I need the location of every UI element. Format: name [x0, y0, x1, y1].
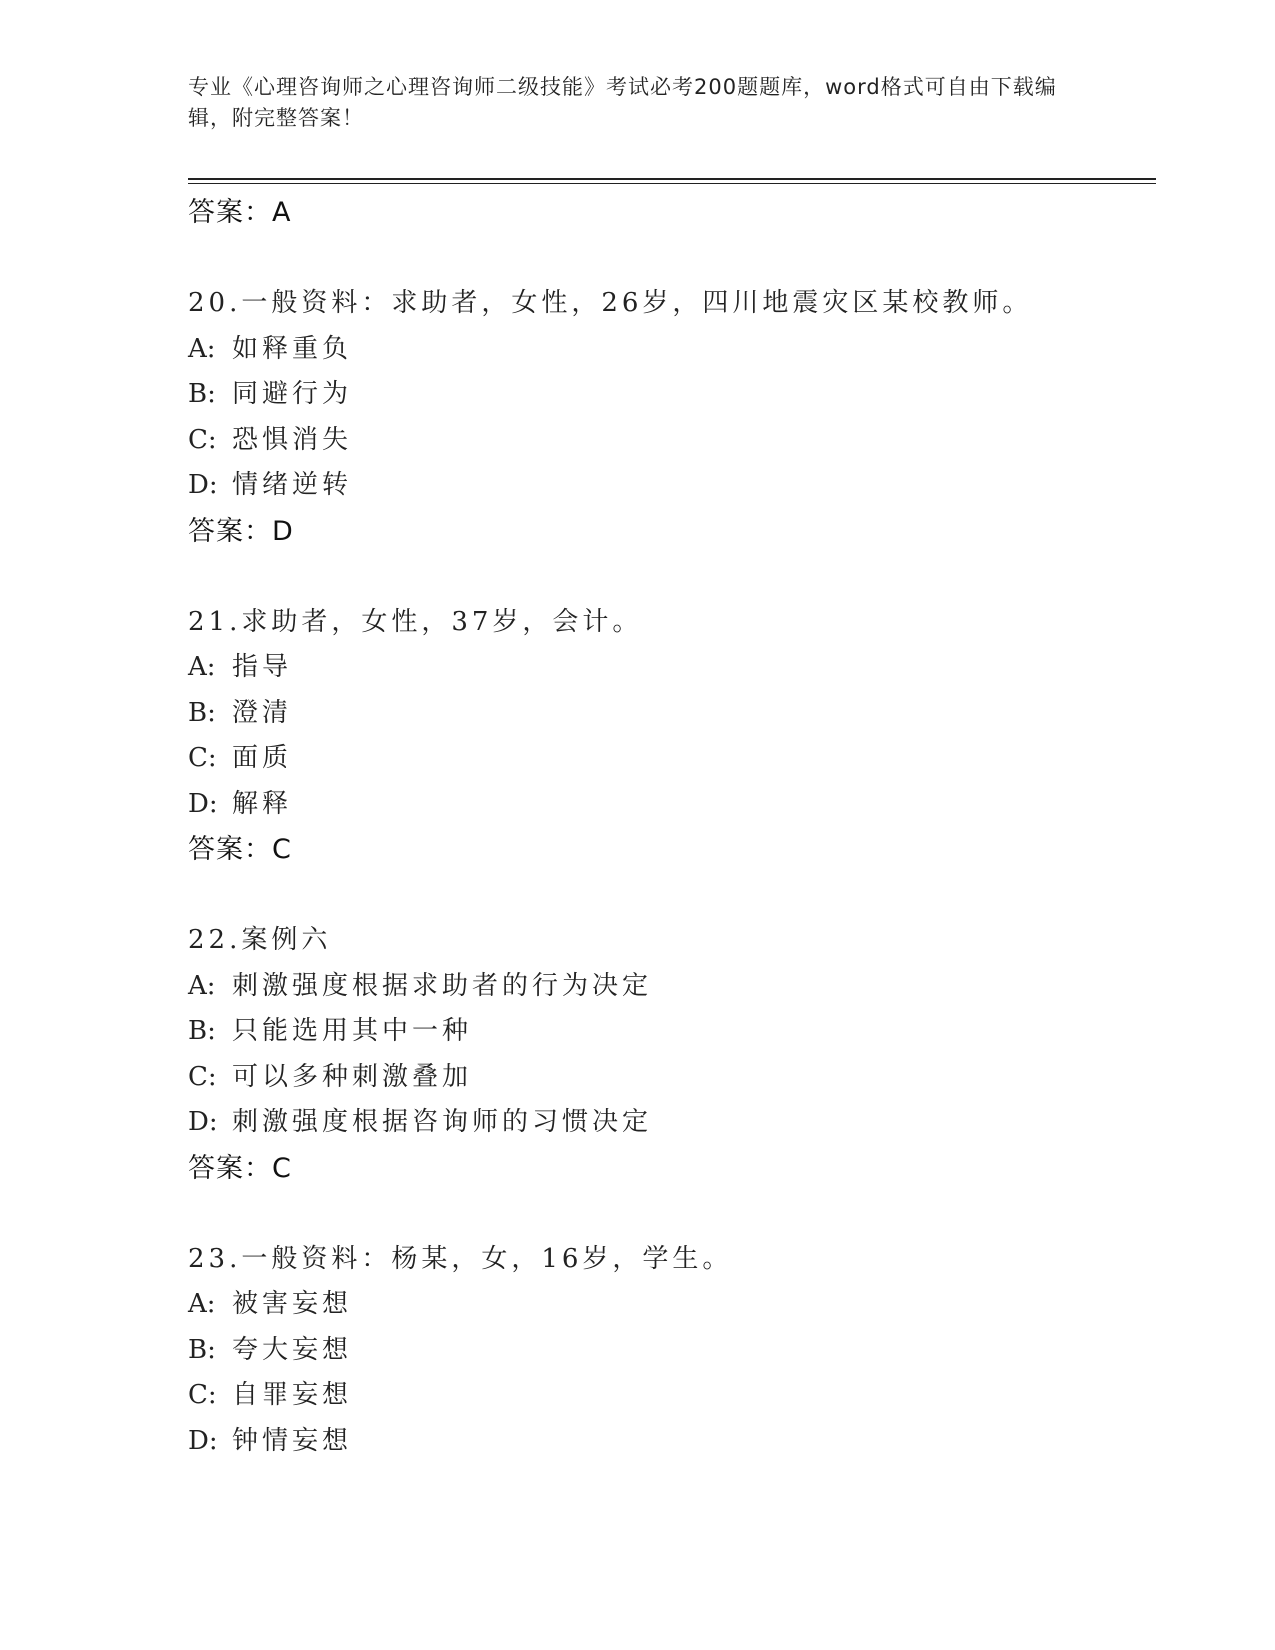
option-c: [188, 1055, 1156, 1101]
option-text: 可以多种刺激叠加: [232, 1061, 473, 1092]
option-text: 自罪妄想: [232, 1380, 353, 1410]
option-text: 钟情妄想: [232, 1425, 353, 1456]
question-gap: [188, 554, 1156, 600]
answer-line: 答案：D: [188, 515, 294, 547]
option-letter: B:: [188, 1334, 216, 1365]
question-stem: 21.求助者，女性，37岁，会计。: [188, 606, 643, 637]
option-d: [188, 463, 1156, 509]
option-letter: A:: [188, 333, 216, 364]
option-text: 解释: [232, 788, 293, 819]
question-gap: [188, 235, 1156, 281]
option-text: 同避行为: [232, 379, 353, 409]
option-letter: B:: [188, 1016, 216, 1046]
option-letter: C:: [188, 1061, 217, 1092]
option-letter: B:: [188, 379, 216, 409]
option-a: [188, 327, 1156, 373]
option-letter: C:: [188, 424, 217, 455]
option-letter: A:: [188, 652, 216, 682]
answer-line: 答案：A: [188, 197, 292, 228]
question-stem: 20.一般资料：求助者，女性，26岁，四川地震灾区某校教师。: [188, 288, 1033, 318]
question-gap: [188, 872, 1156, 918]
option-letter: D:: [188, 1425, 218, 1456]
option-text: 刺激强度根据求助者的行为决定: [232, 970, 653, 1001]
option-text: 指导: [232, 652, 293, 682]
option-letter: B:: [188, 697, 216, 728]
option-text: 被害妄想: [232, 1289, 353, 1319]
option-d: [188, 1100, 1156, 1146]
option-letter: D:: [188, 788, 218, 819]
option-c: [188, 736, 1156, 782]
option-letter: C:: [188, 1380, 217, 1410]
option-b: [188, 691, 1156, 737]
answer-line: 答案：C: [188, 834, 292, 865]
option-text: 刺激强度根据咨询师的习惯决定: [232, 1107, 653, 1137]
option-b: [188, 1009, 1156, 1055]
question-list: [188, 190, 1156, 1464]
option-letter: C:: [188, 743, 217, 773]
option-text: 只能选用其中一种: [232, 1016, 473, 1046]
option-text: 情绪逆转: [232, 470, 353, 500]
option-letter: A:: [188, 1289, 216, 1319]
option-text: 夸大妄想: [232, 1334, 353, 1365]
option-text: 如释重负: [232, 333, 353, 364]
header-divider-thin: [188, 183, 1156, 184]
question-gap: [188, 1191, 1156, 1237]
question-stem: 22.案例六: [188, 925, 332, 955]
option-letter: A:: [188, 970, 216, 1001]
option-c: [188, 1373, 1156, 1419]
option-text: 澄清: [232, 697, 293, 728]
option-text: 面质: [232, 743, 293, 773]
header-divider-thick: [188, 178, 1156, 180]
option-letter: D:: [188, 470, 218, 500]
option-b: [188, 372, 1156, 418]
option-letter: D:: [188, 1107, 218, 1137]
option-d: [188, 1419, 1156, 1465]
option-a: [188, 964, 1156, 1010]
question-stem: 23.一般资料：杨某，女，16岁，学生。: [188, 1243, 733, 1274]
option-b: [188, 1328, 1156, 1374]
answer-line: 答案：C: [188, 1152, 292, 1184]
option-a: [188, 645, 1156, 691]
document-header: 专业《心理咨询师之心理咨询师二级技能》考试必考200题题库，word格式可自由下载编辑，附完整答案！: [188, 75, 1057, 130]
option-a: [188, 1282, 1156, 1328]
option-text: 恐惧消失: [232, 424, 353, 455]
option-d: [188, 782, 1156, 828]
option-c: [188, 418, 1156, 464]
